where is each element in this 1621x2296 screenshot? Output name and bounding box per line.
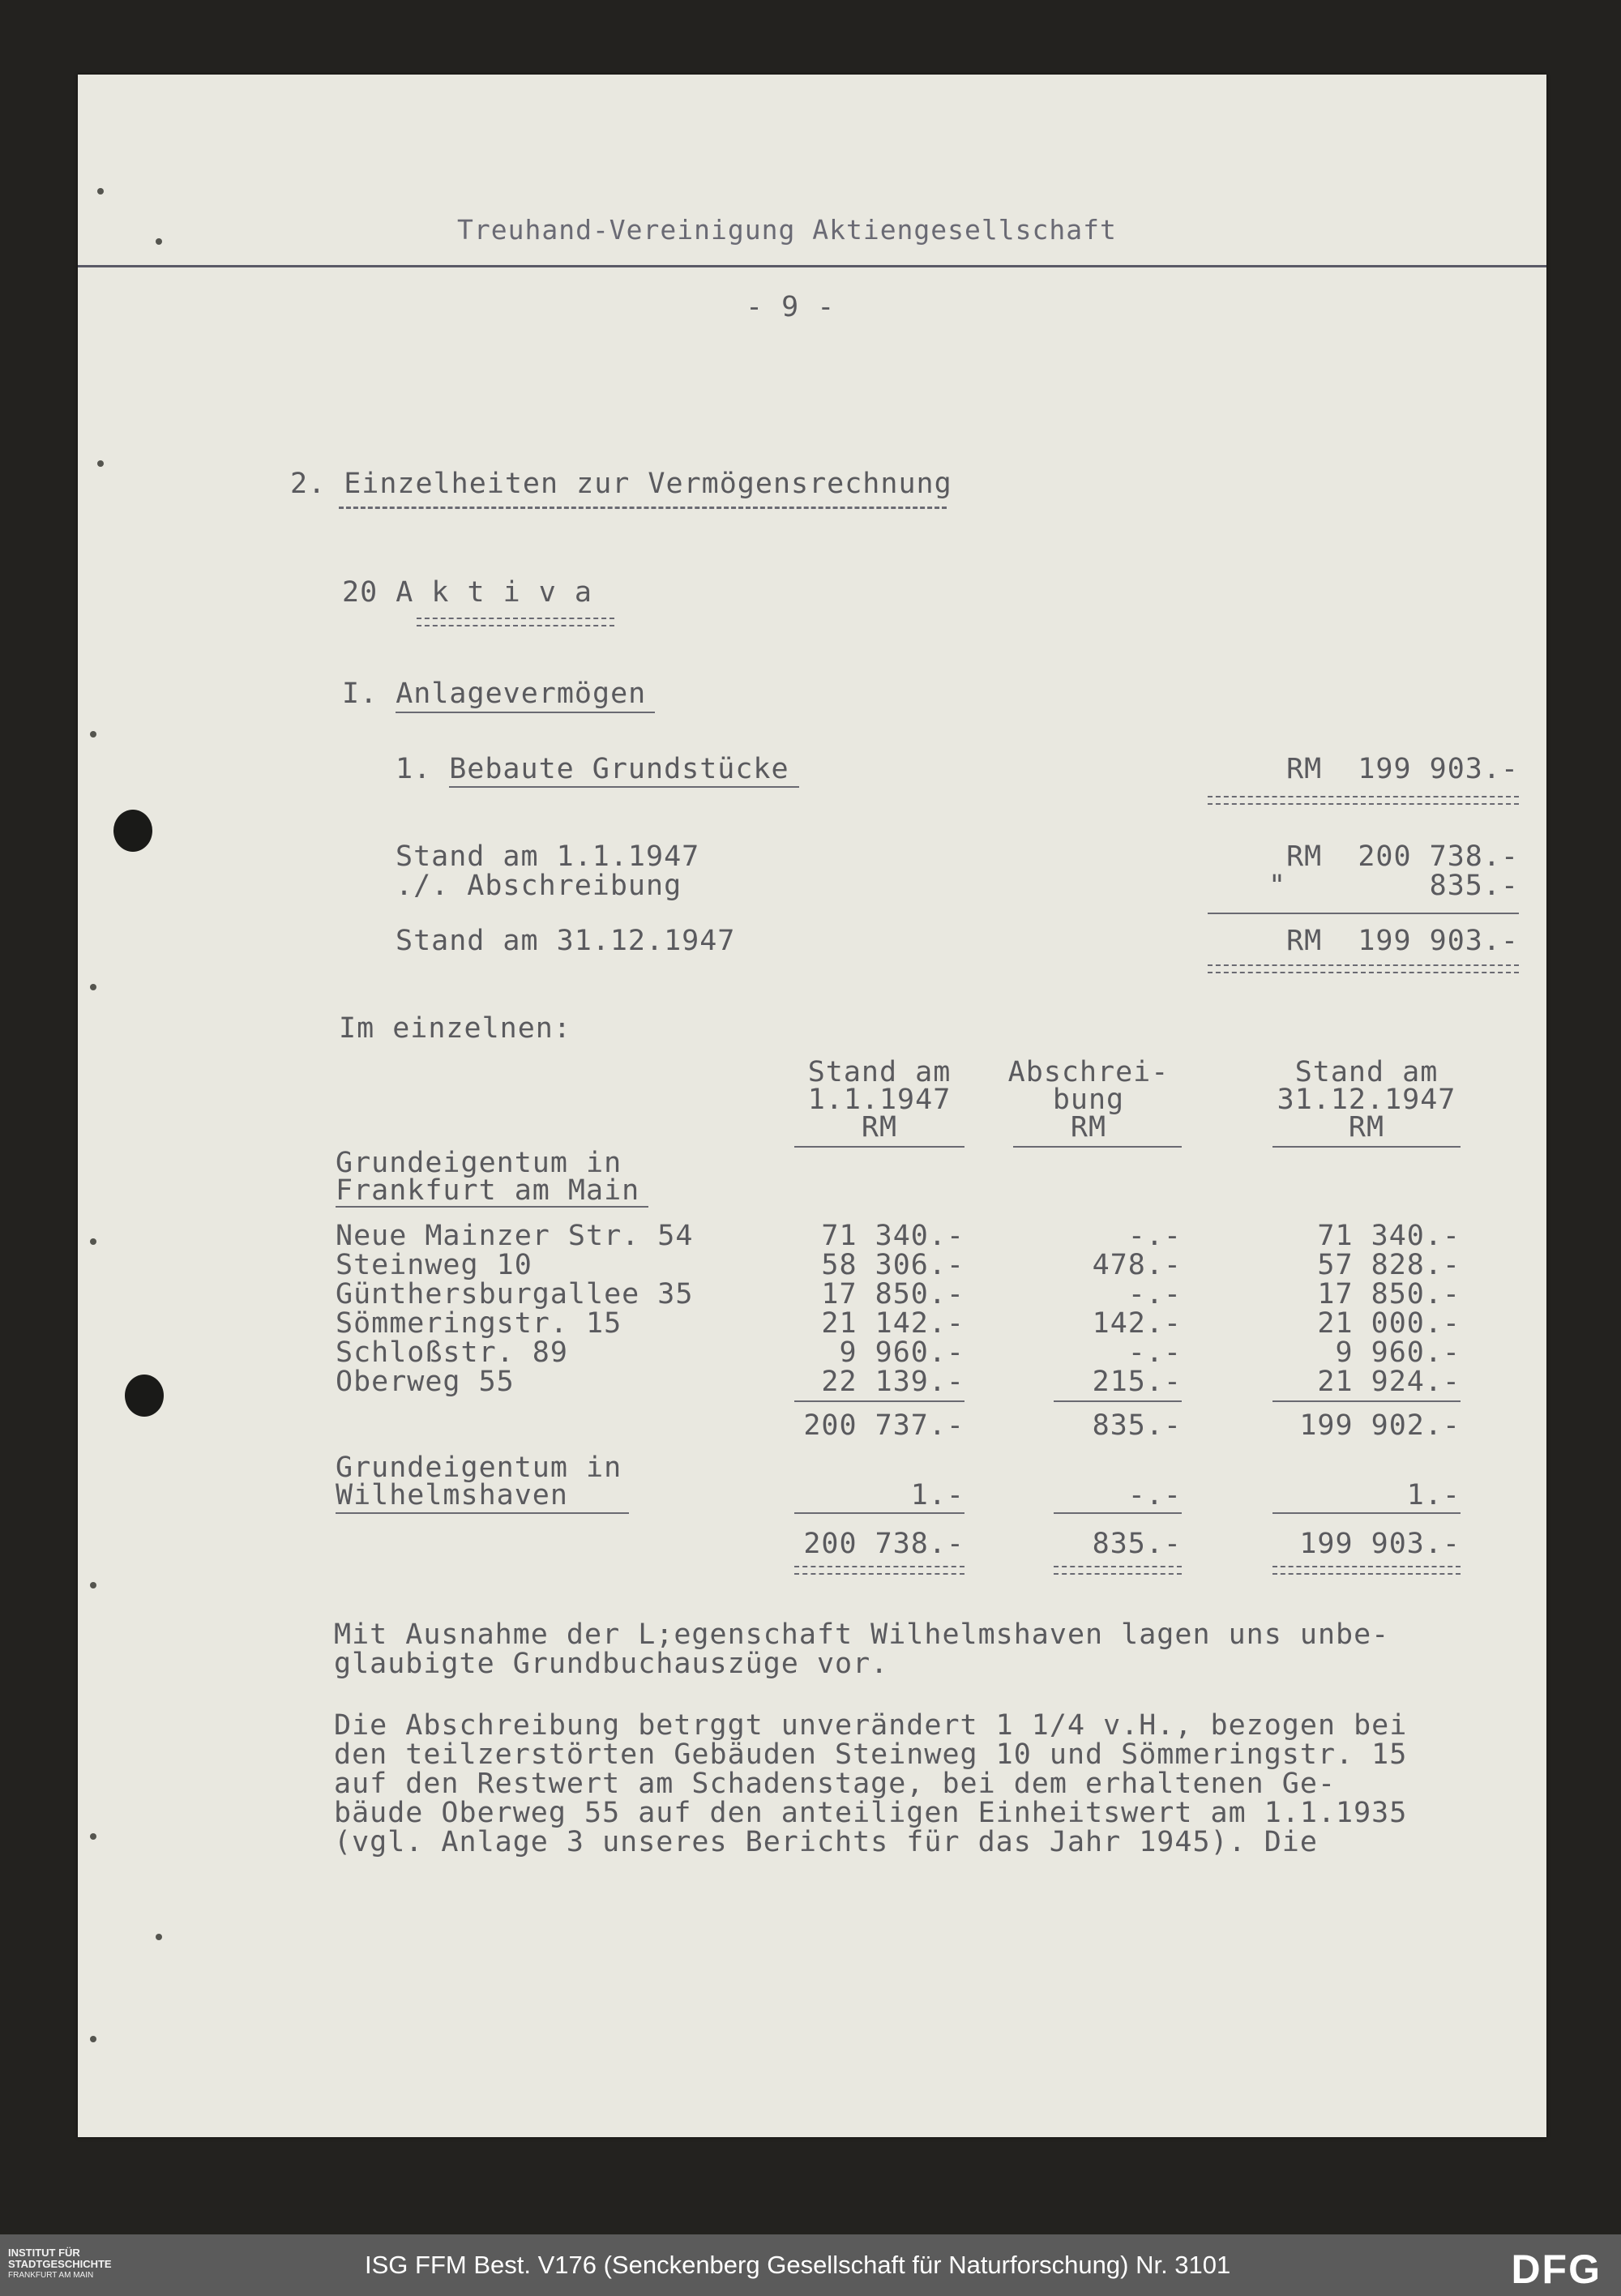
institute-line-3: FRANKFURT AM MAIN (8, 2271, 94, 2280)
subtotal-rule-col1 (794, 1400, 964, 1402)
heading-underline (339, 507, 947, 509)
group2-depr: -.- (1127, 1479, 1182, 1511)
col1-header-line2: 1.1.1947 (807, 1084, 952, 1116)
header-rule (78, 265, 1546, 267)
subtotal-end: 199 902.- (1299, 1409, 1461, 1442)
group2-line1: Grundeigentum in (336, 1452, 622, 1484)
institute-line-2: STADTGESCHICHTE (8, 2258, 112, 2270)
row-value-start-3: 17 850.- (821, 1278, 964, 1310)
row-value-start-6: 22 139.- (821, 1366, 964, 1398)
group1-underline (336, 1206, 648, 1208)
row-value-end-2: 57 828.- (1317, 1249, 1461, 1281)
summary-value-depreciation: " 835.- (1268, 870, 1519, 902)
row-value-start-5: 9 960.- (839, 1336, 964, 1369)
paragraph-2-line-2: den teilzerstörten Gebäuden Steinweg 10 und Sömmeringstr. 15 (334, 1738, 1408, 1771)
paragraph-2-line-4: bäude Oberweg 55 auf den anteiligen Einheitswert am 1.1.1935 (334, 1797, 1408, 1829)
detail-intro: Im einzelnen: (339, 1012, 571, 1045)
summary-value-start: RM 200 738.- (1286, 840, 1519, 873)
col3-header-line1: Stand am (1294, 1056, 1439, 1088)
subtotal-depr: 835.- (1092, 1409, 1182, 1442)
margin-mark (156, 1934, 162, 1940)
page-number: - 9 - (746, 291, 836, 323)
company-header: Treuhand-Vereinigung Aktiengesellschaft (457, 214, 1117, 246)
paragraph-1-line-2: glaubigte Grundbuchauszüge vor. (334, 1648, 889, 1680)
row-value-start-2: 58 306.- (821, 1249, 964, 1281)
margin-mark (90, 731, 96, 738)
margin-mark (90, 1833, 96, 1840)
total-double-line-col1 (794, 1566, 964, 1575)
group1-line1: Grundeigentum in (336, 1147, 622, 1179)
punch-hole-top (113, 810, 152, 852)
margin-mark (90, 984, 96, 990)
item-underline (449, 786, 799, 788)
anlage-heading: I. Anlagevermögen (342, 678, 647, 710)
margin-mark (90, 1238, 96, 1245)
subtotal-start: 200 737.- (803, 1409, 964, 1442)
summary-label-end: Stand am 31.12.1947 (396, 925, 736, 957)
item-total-double-line (1208, 796, 1519, 805)
section-heading: 2. Einzelheiten zur Vermögensrechnung (290, 468, 952, 500)
institute-logo (8, 2247, 112, 2281)
row-value-start-1: 71 340.- (821, 1220, 964, 1252)
row-value-depr-6: 215.- (1092, 1366, 1182, 1398)
row-name-6: Oberweg 55 (336, 1366, 515, 1398)
row-value-end-6: 21 924.- (1317, 1366, 1461, 1398)
row-name-3: Günthersburgallee 35 (336, 1278, 694, 1310)
summary-rule (1208, 913, 1519, 914)
margin-mark (156, 238, 162, 245)
margin-mark (97, 460, 104, 467)
col3-header-unit: RM (1348, 1111, 1385, 1144)
paragraph-2-line-1: Die Abschreibung betrggt unverändert 1 1/4 v.H., bezogen bei (334, 1709, 1408, 1742)
paragraph-2-line-5: (vgl. Anlage 3 unseres Berichts für das Jahr 1945). Die (334, 1826, 1318, 1858)
summary-label-start: Stand am 1.1.1947 (396, 840, 700, 873)
row-value-end-5: 9 960.- (1335, 1336, 1461, 1369)
col3-header-rule (1272, 1146, 1461, 1148)
aktiva-underline (417, 618, 614, 626)
total-depr: 835.- (1092, 1528, 1182, 1560)
institute-line-1: INSTITUT FÜR (8, 2247, 80, 2259)
col2-header-line1: Abschrei- (1007, 1056, 1170, 1088)
group2-end: 1.- (1406, 1479, 1461, 1511)
row-value-depr-2: 478.- (1092, 1249, 1182, 1281)
row-name-2: Steinweg 10 (336, 1249, 532, 1281)
col2-header-line2: bung (1052, 1084, 1125, 1116)
document-page (78, 75, 1546, 2137)
total-start: 200 738.- (803, 1528, 964, 1560)
row-value-depr-4: 142.- (1092, 1307, 1182, 1340)
col1-header-unit: RM (861, 1111, 898, 1144)
paragraph-2-line-3: auf den Restwert am Schadenstage, bei dem erhaltenen Ge- (334, 1768, 1337, 1800)
summary-label-depreciation: ./. Abschreibung (396, 870, 682, 902)
col1-header-rule (794, 1146, 964, 1148)
archive-caption: ISG FFM Best. V176 (Senckenberg Gesellschaft für Naturforschung) Nr. 3101 (365, 2251, 1231, 2279)
group2-start: 1.- (910, 1479, 964, 1511)
row-value-depr-1: -.- (1127, 1220, 1182, 1252)
col2-header-unit: RM (1070, 1111, 1107, 1144)
total-rule-col2 (1054, 1512, 1182, 1514)
aktiva-heading: 20 A k t i v a (342, 576, 593, 609)
summary-double-line (1208, 964, 1519, 973)
total-end: 199 903.- (1299, 1528, 1461, 1560)
paragraph-1-line-1: Mit Ausnahme der L;egenschaft Wilhelmshaven lagen uns unbe- (334, 1618, 1390, 1651)
dfg-logo: DFG (1511, 2247, 1602, 2292)
row-value-end-4: 21 000.- (1317, 1307, 1461, 1340)
row-value-start-4: 21 142.- (821, 1307, 964, 1340)
total-double-line-col2 (1054, 1566, 1182, 1575)
col2-header-rule (1013, 1146, 1182, 1148)
row-value-depr-3: -.- (1127, 1278, 1182, 1310)
total-rule-col1 (794, 1512, 964, 1514)
row-name-5: Schloßstr. 89 (336, 1336, 568, 1369)
anlage-underline (396, 712, 655, 713)
subtotal-rule-col2 (1054, 1400, 1182, 1402)
row-value-end-3: 17 850.- (1317, 1278, 1461, 1310)
margin-mark (90, 2036, 96, 2042)
margin-mark (90, 1582, 96, 1588)
col3-header-line2: 31.12.1947 (1277, 1084, 1456, 1116)
summary-value-end: RM 199 903.- (1286, 925, 1519, 957)
punch-hole-bottom (125, 1375, 164, 1417)
item-total: RM 199 903.- (1286, 753, 1519, 785)
subtotal-rule-col3 (1272, 1400, 1461, 1402)
total-double-line-col3 (1272, 1566, 1461, 1575)
col1-header-line1: Stand am (807, 1056, 952, 1088)
row-name-1: Neue Mainzer Str. 54 (336, 1220, 694, 1252)
row-value-end-1: 71 340.- (1317, 1220, 1461, 1252)
group2-line2: Wilhelmshaven (336, 1479, 568, 1511)
total-rule-col3 (1272, 1512, 1461, 1514)
row-name-4: Sömmeringstr. 15 (336, 1307, 622, 1340)
row-value-depr-5: -.- (1127, 1336, 1182, 1369)
item-heading: 1. Bebaute Grundstücke (396, 753, 789, 785)
group1-line2: Frankfurt am Main (336, 1174, 640, 1207)
archive-footer (0, 2234, 1621, 2296)
margin-mark (97, 188, 104, 195)
group2-underline (336, 1512, 629, 1514)
